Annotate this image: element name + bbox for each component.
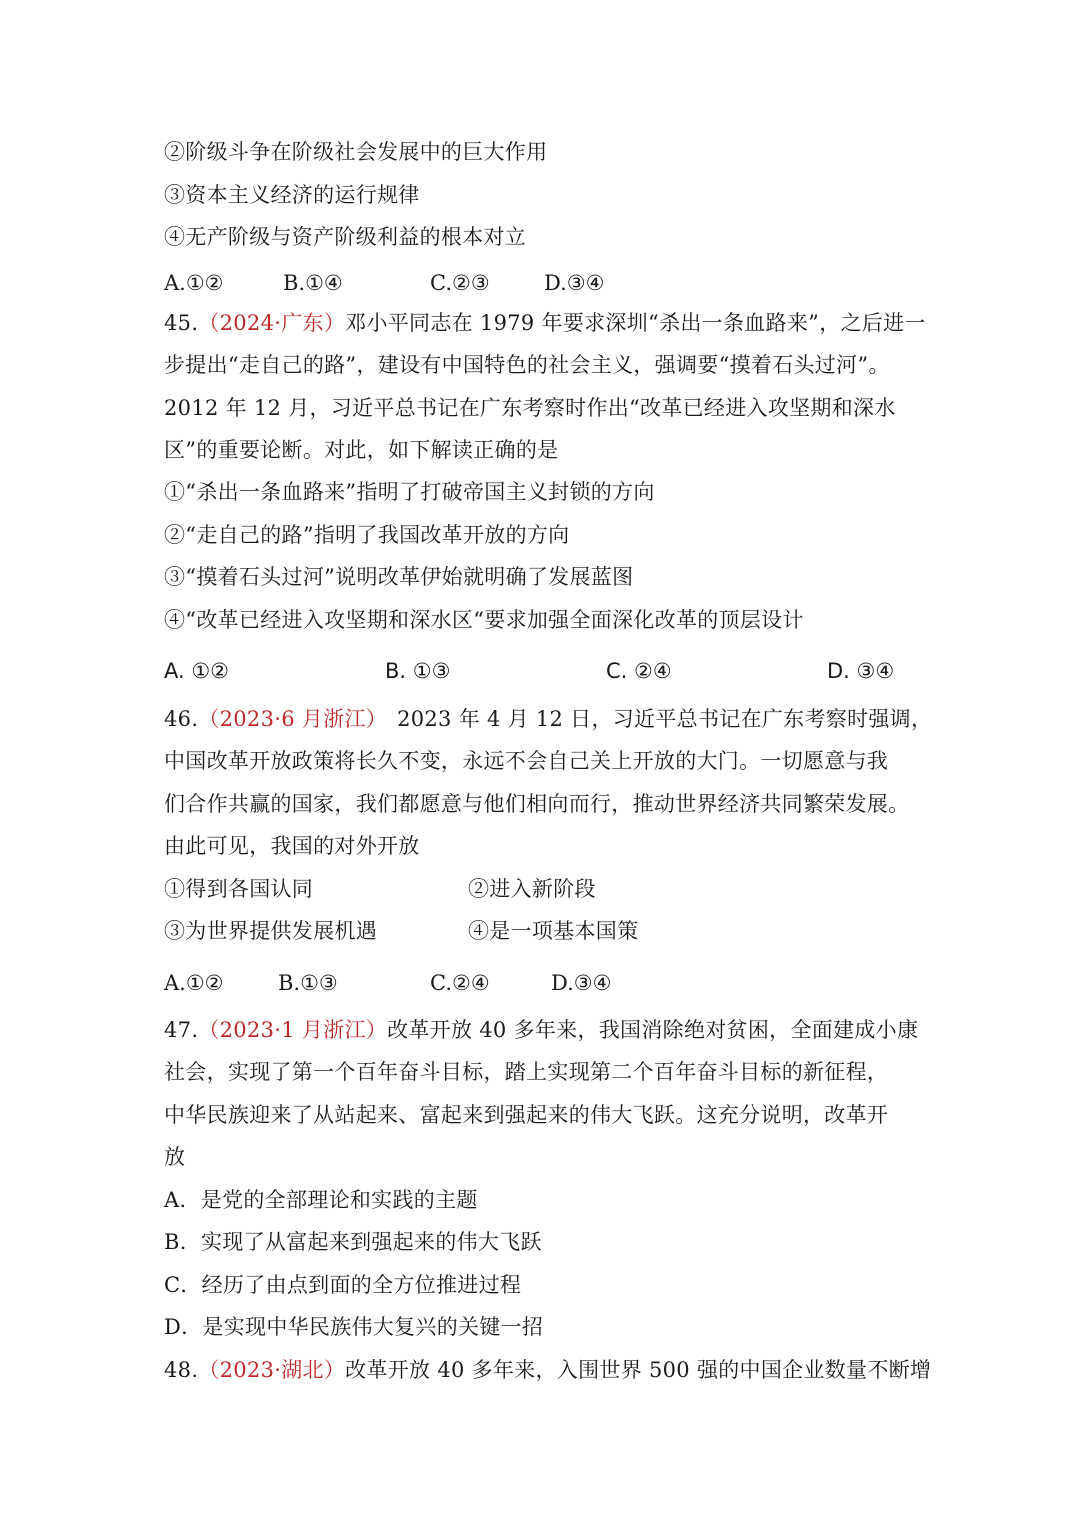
question-text: 放 — [164, 1145, 186, 1169]
question-number: 45. — [164, 311, 199, 335]
option-a: A.①② — [164, 271, 224, 295]
statement: ④是一项基本国策 — [468, 919, 639, 943]
question-text: 2023 年 4 月 12 日，习近平总书记在广东考察时强调， — [397, 707, 933, 731]
option-b: B.①③ — [278, 971, 338, 995]
option-c: C.②④ — [430, 971, 490, 995]
option-c: C．经历了由点到面的全方位推进过程 — [164, 1273, 522, 1297]
question-number: 47. — [164, 1018, 199, 1042]
question-text: 中华民族迎来了从站起来、富起来到强起来的伟大飞跃。这充分说明，改革开 — [164, 1103, 889, 1127]
option-c: C.②③ — [430, 271, 490, 295]
question-number: 46. — [164, 707, 199, 731]
option-d: D．是实现中华民族伟大复兴的关键一招 — [164, 1315, 544, 1339]
question-text: 们合作共赢的国家，我们都愿意与他们相向而行，推动世界经济共同繁荣发展。 — [164, 792, 910, 816]
statement: ①得到各国认同 — [164, 877, 314, 901]
option-d: D. ③④ — [827, 659, 895, 683]
question-text: 邓小平同志在 1979 年要求深圳“杀出一条血路来”，之后进一 — [345, 311, 926, 335]
question-number: 48. — [164, 1358, 199, 1382]
option-b: B.①④ — [283, 271, 343, 295]
question-text: 改革开放 40 多年来，我国消除绝对贫困，全面建成小康 — [387, 1018, 919, 1042]
option-b: B. ①③ — [385, 659, 451, 683]
statement: ④无产阶级与资产阶级利益的根本对立 — [164, 225, 527, 249]
question-source: （2023·1 月浙江） — [198, 1018, 388, 1042]
statement: ③资本主义经济的运行规律 — [164, 183, 420, 207]
question-46-stem — [164, 704, 932, 734]
question-48-stem — [164, 1355, 931, 1385]
statement: ②阶级斗争在阶级社会发展中的巨大作用 — [164, 140, 548, 164]
question-source: （2024·广东） — [198, 311, 346, 335]
option-d: D.③④ — [551, 971, 612, 995]
question-text: 改革开放 40 多年来，入围世界 500 强的中国企业数量不断增 — [345, 1358, 932, 1382]
statement: ③“摸着石头过河”说明改革伊始就明确了发展蓝图 — [164, 565, 634, 589]
question-text: 由此可见，我国的对外开放 — [164, 834, 420, 858]
statement: ③为世界提供发展机遇 — [164, 919, 377, 943]
option-b: B．实现了从富起来到强起来的伟大飞跃 — [164, 1230, 542, 1254]
question-text: 2012 年 12 月，习近平总书记在广东考察时作出“改革已经进入攻坚期和深水 — [164, 396, 896, 420]
question-text: 中国改革开放政策将长久不变，永远不会自己关上开放的大门。一切愿意与我 — [164, 749, 889, 773]
question-text: 区”的重要论断。对此，如下解读正确的是 — [164, 438, 559, 462]
statement: ②进入新阶段 — [468, 877, 596, 901]
option-c: C. ②④ — [606, 659, 672, 683]
question-text: 步提出“走自己的路”，建设有中国特色的社会主义，强调要“摸着石头过河”。 — [164, 353, 890, 377]
question-45-stem — [164, 308, 926, 338]
option-d: D.③④ — [544, 271, 605, 295]
question-source: （2023·湖北） — [198, 1358, 346, 1382]
statement: ④“改革已经进入攻坚期和深水区“要求加强全面深化改革的顶层设计 — [164, 608, 804, 632]
question-47-stem — [164, 1015, 918, 1045]
option-a: A．是党的全部理论和实践的主题 — [164, 1188, 478, 1212]
question-source: （2023·6 月浙江） — [198, 707, 388, 731]
statement: ②“走自己的路”指明了我国改革开放的方向 — [164, 523, 570, 547]
question-text: 社会，实现了第一个百年奋斗目标，踏上实现第二个百年奋斗目标的新征程， — [164, 1060, 889, 1084]
option-a: A. ①② — [164, 659, 229, 683]
statement: ①“杀出一条血路来”指明了打破帝国主义封锁的方向 — [164, 480, 655, 504]
option-a: A.①② — [164, 971, 224, 995]
